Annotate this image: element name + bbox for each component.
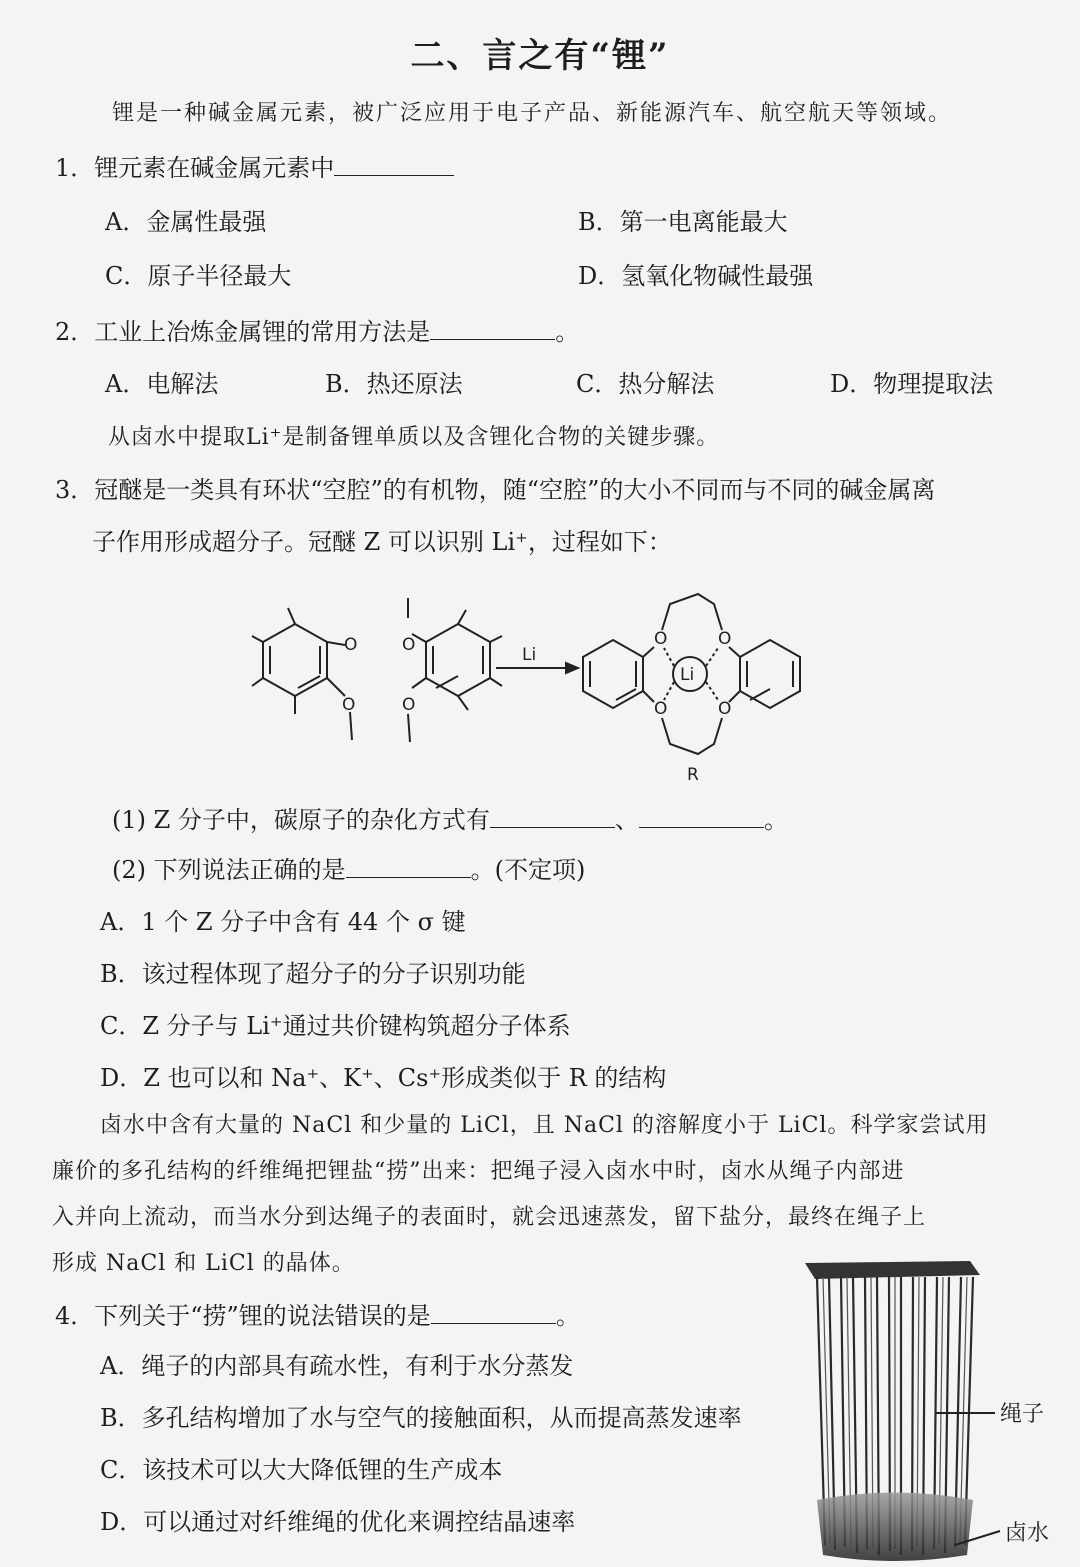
q2-option-d: D．物理提取法 [830, 370, 994, 398]
rope-paragraph-line-1: 卤水中含有大量的 NaCl 和少量的 LiCl，且 NaCl 的溶解度小于 LiCl。科学家尝试用 [100, 1113, 989, 1138]
answer-blank[interactable] [490, 805, 615, 828]
brine-label: 卤水 [1005, 1521, 1050, 1546]
arrow-label: Li [522, 645, 537, 665]
rope-paragraph-line-2: 廉价的多孔结构的纤维绳把锂盐“捞”出来：把绳子浸入卤水中时，卤水从绳子内部进 [52, 1159, 905, 1184]
q4-option-c: C．该技术可以大大降低锂的生产成本 [100, 1456, 503, 1484]
section-title: 二、言之有“锂” [410, 36, 670, 76]
answer-blank[interactable] [334, 153, 454, 176]
q4-option-d: D．可以通过对纤维绳的优化来调控结晶速率 [100, 1508, 576, 1536]
answer-blank[interactable] [430, 317, 555, 340]
q2-option-b: B．热还原法 [325, 370, 463, 398]
q3-option-b: B．该过程体现了超分子的分子识别功能 [100, 960, 526, 988]
question-3-sub-2 [112, 850, 585, 885]
sub-2-end: 。(不定项) [470, 856, 586, 884]
oxygen-label: O [342, 695, 356, 715]
q4-option-a: A．绳子的内部具有疏水性，有利于水分蒸发 [100, 1352, 574, 1380]
rope-holder [805, 1261, 980, 1279]
sub-1-end: 。 [763, 806, 788, 834]
q1-option-a: A．金属性最强 [105, 208, 267, 236]
benzene-ring [583, 640, 643, 708]
question-4 [55, 1296, 580, 1331]
intro-text: 锂是一种碱金属元素，被广泛应用于电子产品、新能源汽车、航空航天等领域。 [112, 101, 953, 126]
q1-option-c: C．原子半径最大 [105, 262, 292, 290]
benzene-ring [263, 624, 327, 696]
q4-option-b: B．多孔结构增加了水与空气的接触面积，从而提高蒸发速率 [100, 1404, 742, 1432]
brine-base [817, 1493, 973, 1562]
question-2-stem: 2．工业上冶炼金属锂的常用方法是 [55, 318, 431, 346]
sub-1-stem: (1) Z 分子中，碳原子的杂化方式有 [112, 806, 490, 834]
oxygen-label: O [402, 635, 416, 655]
answer-blank[interactable] [639, 805, 764, 828]
q1-option-d: D．氢氧化物碱性最强 [578, 262, 814, 290]
question-1 [55, 148, 454, 183]
q2-option-a: A．电解法 [105, 370, 219, 398]
benzene-ring [426, 624, 490, 696]
question-2-end: 。 [555, 318, 580, 346]
oxygen-label: O [344, 635, 358, 655]
question-4-stem: 4．下列关于“捞”锂的说法错误的是 [55, 1302, 431, 1330]
question-3-sub-1 [112, 800, 788, 835]
q3-option-d: D．Z 也可以和 Na⁺、K⁺、Cs⁺形成类似于 R 的结构 [100, 1064, 667, 1092]
answer-blank[interactable] [346, 855, 471, 878]
q1-option-b: B．第一电离能最大 [578, 208, 788, 236]
oxygen-label: O [402, 695, 416, 715]
question-3-line-1: 3．冠醚是一类具有环状“空腔”的有机物，随“空腔”的大小不同而与不同的碱金属离 [55, 476, 936, 504]
rope-paragraph-line-3: 入并向上流动，而当水分到达绳子的表面时，就会迅速蒸发，留下盐分，最终在绳子上 [52, 1205, 927, 1230]
oxygen-label: O [654, 699, 668, 719]
q2-option-c: C．热分解法 [576, 370, 715, 398]
rope-label: 绳子 [1000, 1402, 1045, 1427]
sub-1-separator: 、 [614, 806, 639, 834]
lithium-ion-label: Li [680, 665, 695, 685]
question-2 [55, 312, 579, 347]
benzene-ring [740, 640, 800, 708]
sub-2-stem: (2) 下列说法正确的是 [112, 856, 346, 884]
q3-option-c: C．Z 分子与 Li⁺通过共价键构筑超分子体系 [100, 1012, 571, 1040]
question-1-stem: 1．锂元素在碱金属元素中 [55, 154, 335, 182]
answer-blank[interactable] [431, 1301, 556, 1324]
oxygen-label: O [654, 629, 668, 649]
rope-figure [795, 1255, 1070, 1565]
question-4-end: 。 [555, 1302, 580, 1330]
lithium-extraction-text: 从卤水中提取Li⁺是制备锂单质以及含锂化合物的关键步骤。 [108, 425, 720, 450]
q3-option-a: A．1 个 Z 分子中含有 44 个 σ 键 [100, 908, 466, 936]
question-3-line-2: 子作用形成超分子。冠醚 Z 可以识别 Li⁺，过程如下： [92, 528, 672, 556]
crown-ether-diagram [240, 590, 830, 790]
rope-paragraph-line-4: 形成 NaCl 和 LiCl 的晶体。 [52, 1251, 355, 1276]
oxygen-label: O [718, 629, 732, 649]
oxygen-label: O [718, 699, 732, 719]
product-label: R [687, 765, 699, 785]
